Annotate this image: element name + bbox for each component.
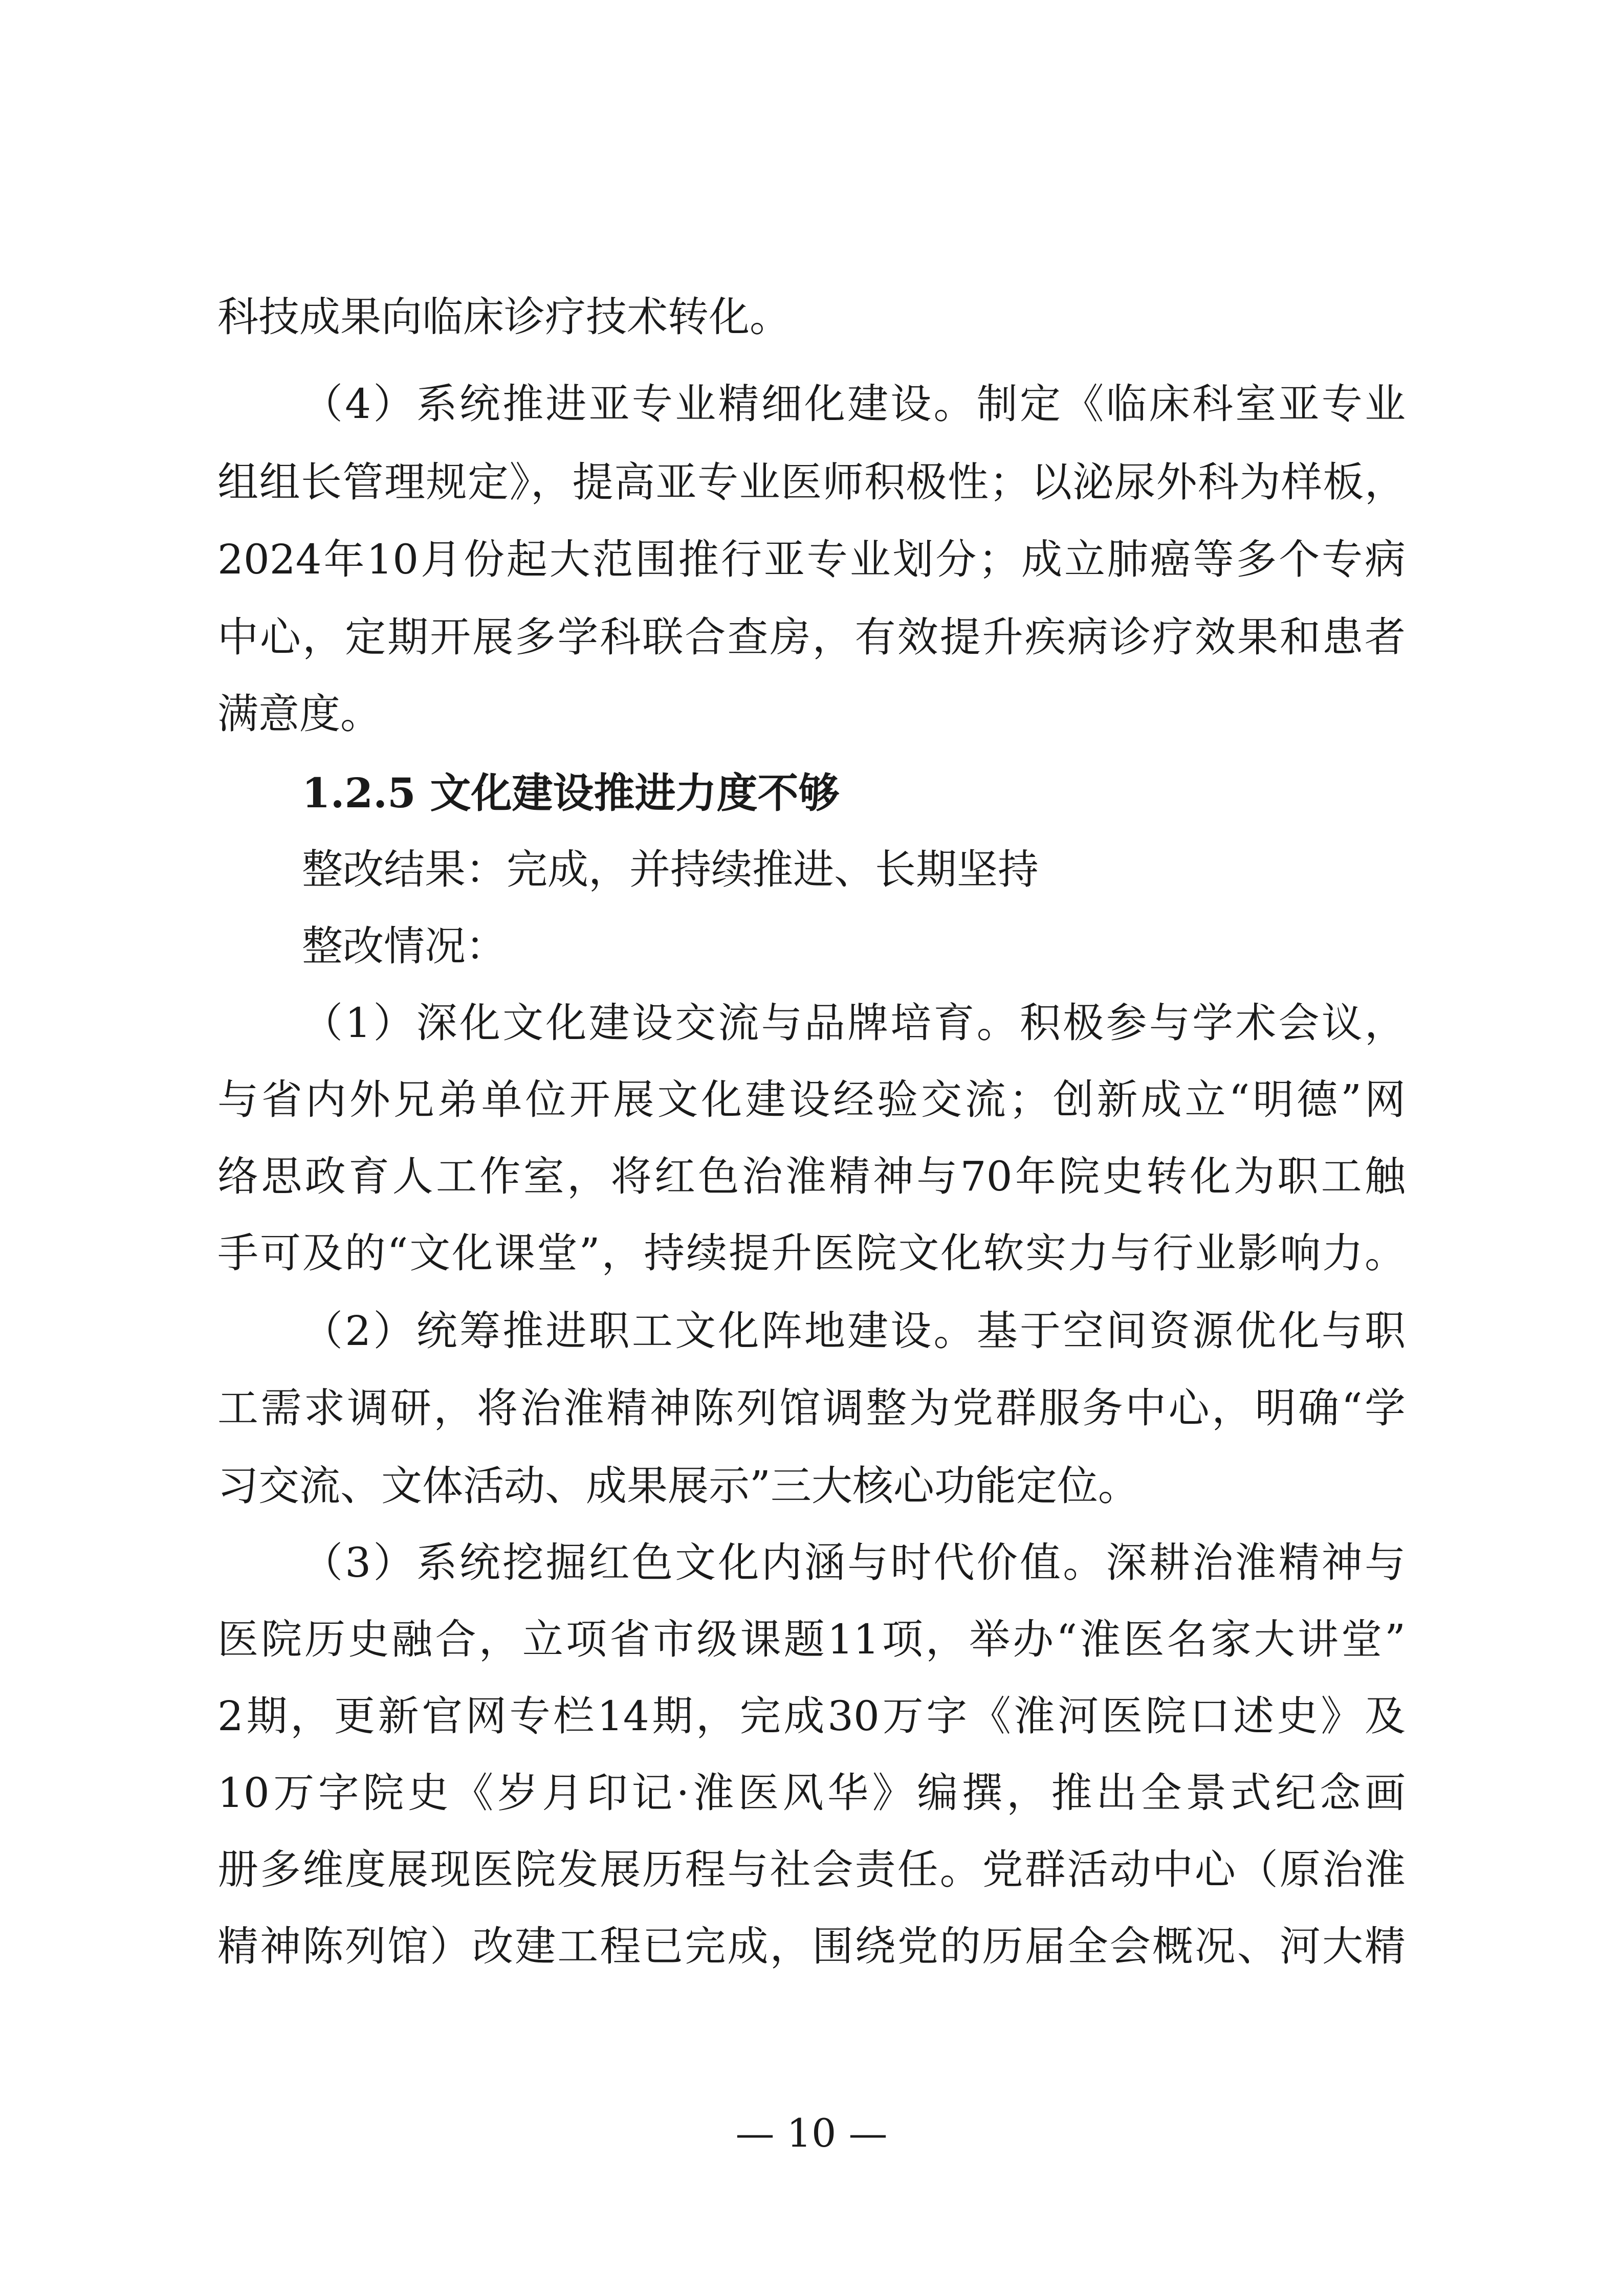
page-number: — 10 — bbox=[735, 2110, 888, 2156]
paragraph-line: 中心，定期开展多学科联合查房，有效提升疾病诊疗效果和患者 bbox=[217, 613, 1406, 661]
paragraph-line: 络思政育人工作室，将红色治淮精神与70年院史转化为职工触 bbox=[217, 1153, 1406, 1200]
rectification-result: 整改结果：完成，并持续推进、长期坚持 bbox=[302, 846, 1039, 893]
paragraph-line: 精神陈列馆）改建工程已完成，围绕党的历届全会概况、河大精 bbox=[217, 1923, 1406, 1970]
paragraph-line: 工需求调研，将治淮精神陈列馆调整为党群服务中心，明确“学 bbox=[217, 1384, 1406, 1432]
paragraph-line: 2期，更新官网专栏14期，完成30万字《淮河医院口述史》及 bbox=[217, 1692, 1406, 1740]
paragraph-line: 习交流、文体活动、成果展示”三大核心功能定位。 bbox=[217, 1462, 1139, 1510]
paragraph-line: （3）系统挖掘红色文化内涵与时代价值。深耕治淮精神与 bbox=[302, 1539, 1406, 1586]
rectification-status-label: 整改情况： bbox=[302, 922, 507, 970]
paragraph-line: 组组长管理规定》，提高亚专业医师积极性；以泌尿外科为样板， bbox=[217, 458, 1406, 506]
paragraph-line: （1）深化文化建设交流与品牌培育。积极参与学术会议， bbox=[302, 999, 1406, 1047]
paragraph-line: （4）系统推进亚专业精细化建设。制定《临床科室亚专业 bbox=[302, 380, 1406, 428]
paragraph-line: 册多维度展现医院发展历程与社会责任。党群活动中心（原治淮 bbox=[217, 1846, 1406, 1893]
paragraph-line: 医院历史融合，立项省市级课题11项，举办“淮医名家大讲堂” bbox=[217, 1616, 1406, 1663]
paragraph-line: （2）统筹推进职工文化阵地建设。基于空间资源优化与职 bbox=[302, 1307, 1406, 1355]
paragraph-line: 满意度。 bbox=[217, 690, 381, 738]
paragraph-line: 10万字院史《岁月印记·淮医风华》编撰，推出全景式纪念画 bbox=[217, 1769, 1406, 1817]
paragraph-line: 与省内外兄弟单位开展文化建设经验交流；创新成立“明德”网 bbox=[217, 1076, 1406, 1123]
paragraph-line: 2024年10月份起大范围推行亚专业划分；成立肺癌等多个专病 bbox=[217, 536, 1406, 583]
section-heading: 1.2.5 文化建设推进力度不够 bbox=[302, 769, 840, 817]
paragraph-line: 科技成果向临床诊疗技术转化。 bbox=[217, 293, 791, 341]
paragraph-line: 手可及的“文化课堂”，持续提升医院文化软实力与行业影响力。 bbox=[217, 1229, 1406, 1277]
